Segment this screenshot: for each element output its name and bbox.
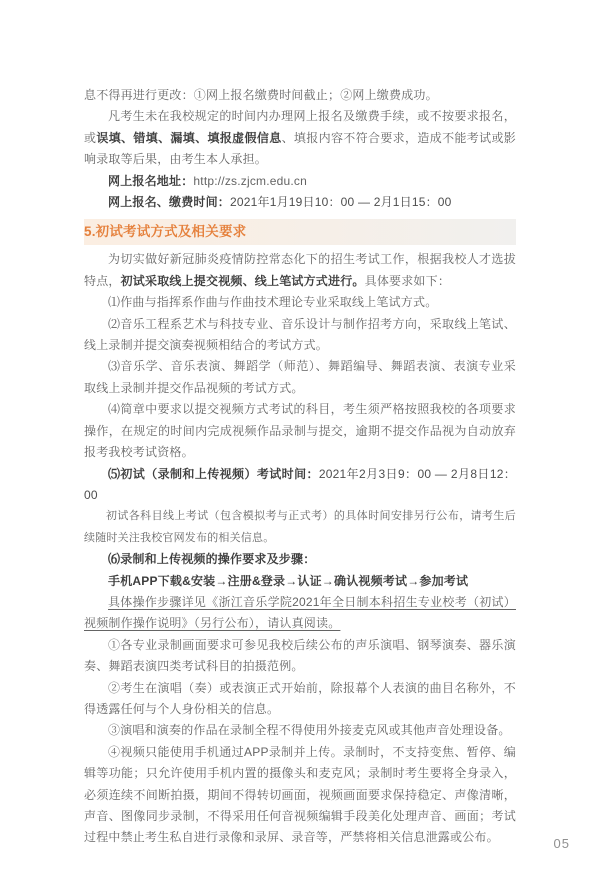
document-body xyxy=(84,85,516,849)
line-registration-time xyxy=(84,192,516,213)
sub-item-3: ③演唱和演奏的作品在录制全程不得使用外接麦克风或其他声音处理设备。 xyxy=(108,723,511,738)
list-item-5 xyxy=(84,464,516,507)
para-manual-note: 具体操作步骤详见《浙江音乐学院2021年全日制本科招生专业校考（初试）视频制作操作说明》（另行公布），请认真阅读。 xyxy=(84,594,516,631)
list-item-6: ⑹录制和上传视频的操作要求及步骤： xyxy=(108,552,316,567)
intro-text-bold: 初试采取线上提交视频、线上笔试方式进行。 xyxy=(120,273,365,288)
sub-item-4: ④视频只能使用手机通过APP录制并上传。录制时，不支持变焦、暂停、编辑等功能；只允许使用手机内置的摄像头和麦克风；录制时考生要将全身录入，必须连续不间断拍摄，期间不得转切画面，视频画面要求保持稳定、声像清晰，声音、图像同步录制，不得采用任何音视频编辑手段美化处理声音、画面；考试过程中禁止考生私自进行录像和录屏、录音等，严禁将相关信息泄露或公布。 xyxy=(84,744,516,845)
registration-url-value: http://zs.zjcm.edu.cn xyxy=(193,173,307,188)
sub-item-1: ①各专业录制画面要求可参见我校后续公布的声乐演唱、钢琴演奏、器乐演奏、舞蹈表演四类考试科目的拍摄范例。 xyxy=(84,637,516,674)
list-item-4: ⑷简章中要求以提交视频方式考试的科目，考生须严格按照我校的各项要求操作，在规定的时间内完成视频作品录制与提交，逾期不提交作品视为自动放弃报考我校考试资格。 xyxy=(84,402,516,460)
exam-time-value: 2021年2月3日9：00 — 2月8日12：00 xyxy=(84,466,516,502)
registration-url-label: 网上报名地址： xyxy=(108,173,194,188)
list-item-1: ⑴作曲与指挥系作曲与作曲技术理论专业采取线上笔试方式。 xyxy=(108,295,438,310)
section-heading-5: 5.初试考试方式及相关要求 xyxy=(84,219,516,245)
list-item-2: ⑵音乐工程系艺术与科技专业、音乐设计与制作招考方向，采取线上笔试、线上录制并提交演奏视频相结合的考试方式。 xyxy=(84,316,516,353)
line-registration-url xyxy=(84,171,516,192)
para-section5-intro xyxy=(84,249,516,292)
list-item-3: ⑶音乐学、音乐表演、舞蹈学（师范）、舞蹈编导、舞蹈表演、表演专业采取线上录制并提交作品视频的考试方式。 xyxy=(84,359,516,395)
registration-time-value: 2021年1月19日10：00 — 2月1日15：00 xyxy=(230,195,452,210)
liability-text-post: 、填报内容不符合要求，造成不能考试或影响录取等后果，由考生本人承担。 xyxy=(84,130,516,167)
registration-time-label: 网上报名、缴费时间： xyxy=(108,195,231,210)
para-exam-time-note: 初试各科目线上考试（包含模拟考与正式考）的具体时间安排另行公布，请考生后续随时关注我校官网发布的相关信息。 xyxy=(84,510,516,544)
liability-text-bold: 误填、错填、漏填、填报虚假信息 xyxy=(96,130,282,145)
intro-text-pre: 为切实做好新冠肺炎疫情防控常态化下的招生考试工作，根据我校人才选拔特点， xyxy=(84,252,516,288)
para-app-flow: 手机APP下载&安装→注册&登录→认证→确认视频考试→参加考试 xyxy=(108,573,469,588)
sub-item-2: ②考生在演唱（奏）或表演正式开始前，除报幕个人表演的曲目名称外，不得透露任何与个人身份相关的信息。 xyxy=(84,680,516,716)
intro-text-post: 具体要求如下： xyxy=(364,273,451,288)
exam-time-label: ⑸初试（录制和上传视频）考试时间： xyxy=(108,466,319,481)
para-liability xyxy=(84,106,516,170)
para-payment-deadline: 息不得再进行更改：①网上报名缴费时间截止；②网上缴费成功。 xyxy=(84,88,438,102)
liability-text-pre: 凡考生未在我校规定的时间内办理网上报名及缴费手续，或不按要求报名，或 xyxy=(84,109,516,145)
page-number: 05 xyxy=(553,836,570,851)
